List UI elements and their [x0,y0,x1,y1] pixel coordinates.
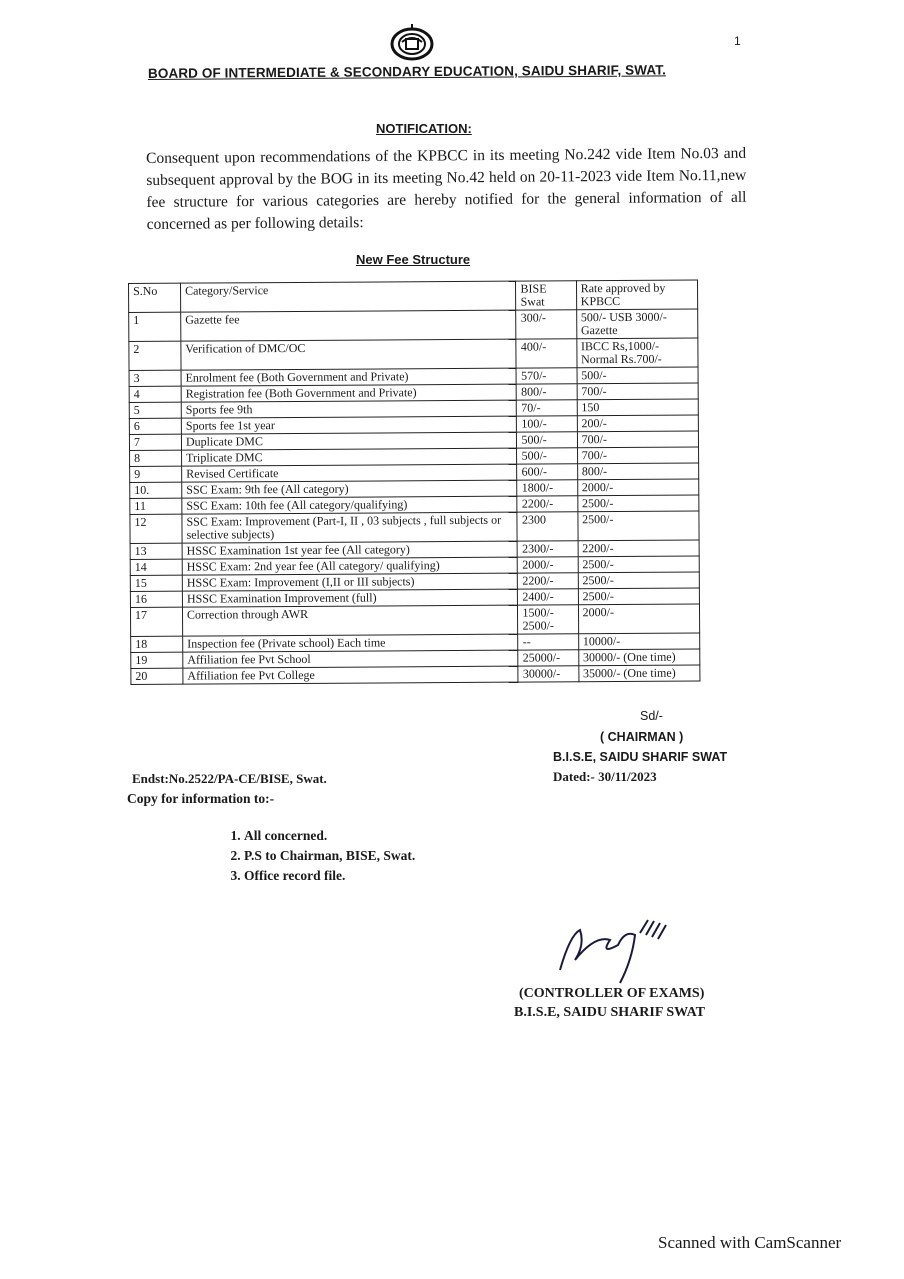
copy-info-label: Copy for information to:- [127,791,275,806]
cell-category: HSSC Exam: Improvement (I,II or III subjects) [182,573,518,591]
notification-heading: NOTIFICATION: [376,121,472,136]
cell-sno: 13 [130,543,182,559]
cell-category: HSSC Examination Improvement (full) [182,589,518,607]
cell-sno: 14 [130,559,182,575]
cell-sno: 8 [130,450,182,466]
cell-rate: 700/- [577,431,698,448]
cell-category: HSSC Examination 1st year fee (All category) [182,541,518,559]
cell-sno: 6 [129,418,181,434]
cell-bise: 2200/- [518,573,578,589]
cell-rate: 10000/- [578,633,699,650]
cell-bise: 2300/- [518,541,578,557]
cell-rate: 2500/- [578,588,699,605]
table-row [130,511,699,543]
cell-rate: 2200/- [578,540,699,557]
cell-rate: 150 [577,399,698,416]
handwritten-signature [540,915,690,985]
cell-rate: 800/- [577,463,698,480]
cell-category: Correction through AWR [182,605,518,636]
list-item: 2. P.S to Chairman, BISE, Swat. [244,846,415,866]
board-signoff: B.I.S.E, SAIDU SHARIF SWAT [553,750,728,764]
cell-sno: 15 [130,575,182,591]
cell-category: Duplicate DMC [181,432,517,450]
cell-rate: IBCC Rs,1000/- Normal Rs.700/- [576,338,698,368]
cell-rate: 2500/- [578,572,699,589]
controller-title: (CONTROLLER OF EXAMS) [519,986,705,1001]
cell-sno: 19 [131,652,183,668]
cell-sno: 2 [129,341,181,370]
table-row [131,665,700,684]
table-row [129,338,698,370]
cell-category: Verification of DMC/OC [181,339,517,370]
cell-bise: 70/- [517,400,577,416]
cell-rate: 700/- [577,383,698,400]
cell-bise: 1800/- [517,480,577,496]
cell-bise: 800/- [517,384,577,400]
cell-bise: 2000/- [518,557,578,573]
cell-rate: 2000/- [577,479,698,496]
page-number: 1 [734,34,741,48]
cell-category: Gazette fee [181,310,517,341]
cell-category: Sports fee 9th [181,400,517,418]
list-item: 3. Office record file. [244,866,415,886]
cell-category: SSC Exam: 10th fee (All category/qualifying) [182,496,518,514]
cell-bise: 300/- [516,310,576,339]
cell-sno: 12 [130,514,182,543]
chairman-label: ( CHAIRMAN ) [600,730,684,744]
cell-category: Affiliation fee Pvt School [183,650,519,668]
cell-bise: 600/- [517,464,577,480]
cell-rate: 2500/- [578,556,699,573]
cell-bise: 500/- [517,432,577,448]
recipients-list [222,826,415,886]
cell-sno: 17 [130,607,182,636]
column-header-bise: BISE Swat [516,281,576,310]
table-row [129,309,698,341]
sd-mark: Sd/- [640,709,663,723]
cell-category: Triplicate DMC [182,448,518,466]
controller-office: B.I.S.E, SAIDU SHARIF SWAT [514,1005,705,1020]
cell-bise: 2300 [517,512,577,541]
fee-table [128,280,700,685]
cell-category: Sports fee 1st year [181,416,517,434]
cell-bise: 1500/- 2500/- [518,605,578,634]
cell-bise: -- [518,634,578,650]
cell-rate: 200/- [577,415,698,432]
cell-rate: 500/- USB 3000/- Gazette [576,309,698,339]
cell-sno: 3 [129,370,181,386]
cell-bise: 500/- [517,448,577,464]
cell-category: SSC Exam: Improvement (Part-I, II , 03 subjects , full subjects or selective subjects) [182,512,518,543]
column-header-category: Category/Service [181,281,517,312]
cell-bise: 2400/- [518,589,578,605]
cell-category: Revised Certificate [182,464,518,482]
cell-bise: 100/- [517,416,577,432]
cell-sno: 11 [130,498,182,514]
cell-rate: 700/- [577,447,698,464]
cell-sno: 16 [130,591,182,607]
column-header-sno: S.No [129,283,181,312]
cell-sno: 1 [129,312,181,341]
cell-rate: 2500/- [578,511,700,541]
cell-rate: 2500/- [577,495,698,512]
cell-category: Enrolment fee (Both Government and Private) [181,368,517,386]
cell-category: SSC Exam: 9th fee (All category) [182,480,518,498]
cell-category: Affiliation fee Pvt College [183,666,519,684]
board-logo [388,22,436,62]
cell-bise: 30000/- [518,666,578,682]
cell-sno: 10. [130,482,182,498]
cell-sno: 9 [130,466,182,482]
list-item: 1. All concerned. [244,826,415,846]
cell-rate: 30000/- (One time) [578,649,699,666]
fee-structure-heading: New Fee Structure [356,252,471,267]
cell-category: Inspection fee (Private school) Each time [183,634,519,652]
cell-sno: 20 [131,668,183,684]
table-row [130,604,699,636]
fee-table-body [129,309,700,684]
cell-bise: 25000/- [518,650,578,666]
cell-rate: 500/- [577,367,698,384]
dated-label: Dated:- 30/11/2023 [553,769,657,784]
cell-bise: 400/- [516,339,576,368]
cell-rate: 2000/- [578,604,700,634]
cell-sno: 4 [129,386,181,402]
cell-category: HSSC Exam: 2nd year fee (All category/ qualifying) [182,557,518,575]
cell-sno: 7 [129,434,181,450]
cell-sno: 5 [129,402,181,418]
cell-bise: 570/- [517,368,577,384]
scanner-watermark: Scanned with CamScanner [658,1233,842,1252]
cell-category: Registration fee (Both Government and Private) [181,384,517,402]
cell-bise: 2200/- [517,496,577,512]
column-header-rate: Rate approved by KPBCC [576,280,698,310]
notification-paragraph: Consequent upon recommendations of the KPBCC in its meeting No.242 vide Item No.03 and subsequent approval by the BOG in its meeting No.42 held on 20-11-2023 vide Item No.11,new fee structure for various categories are hereby notified for the general information of all concerned as per following details: [146,144,747,233]
endorsement-number: Endst:No.2522/PA-CE/BISE, Swat. [132,771,327,786]
board-title: BOARD OF INTERMEDIATE & SECONDARY EDUCATION, SAIDU SHARIF, SWAT. [147,62,666,81]
cell-rate: 35000/- (One time) [578,665,699,682]
cell-sno: 18 [131,636,183,652]
table-header-row [129,280,698,312]
